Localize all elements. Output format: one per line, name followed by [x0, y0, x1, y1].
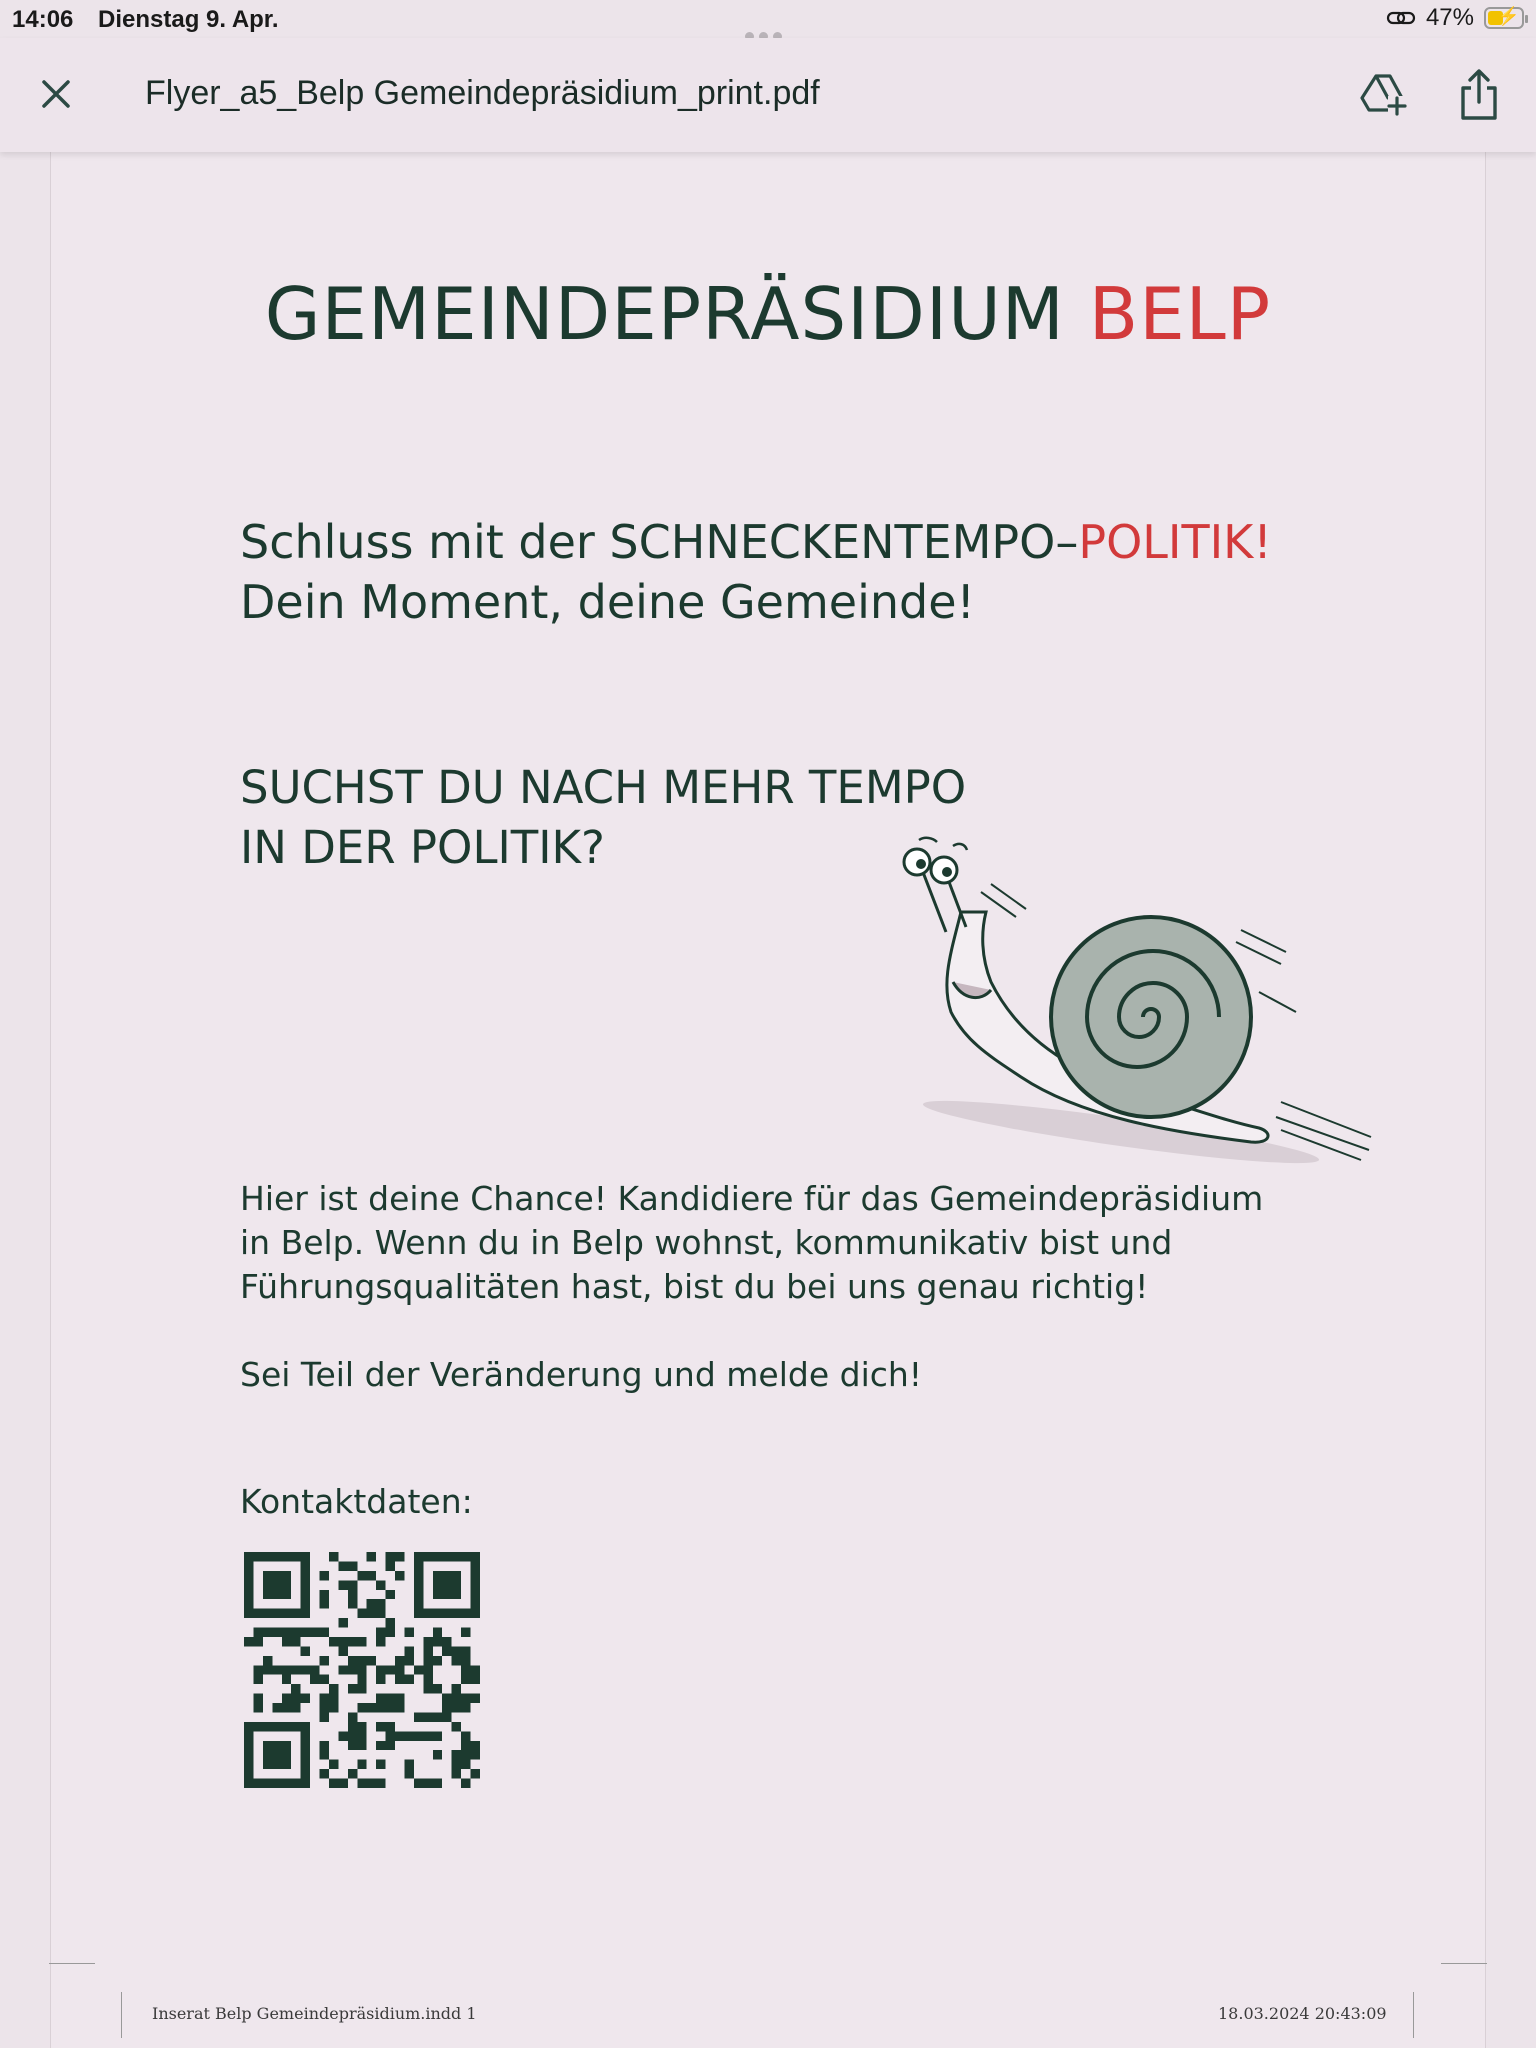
charging-bolt-icon: ⚡ [1497, 6, 1520, 26]
flyer-heading [51, 272, 1485, 356]
status-time: 14:06 [12, 6, 74, 33]
body-line2: in Belp. Wenn du in Belp wohnst, kommunikativ bist und [240, 1223, 1173, 1262]
snail-illustration [841, 832, 1381, 1172]
question-line2: IN DER POLITIK? [240, 821, 605, 874]
multitasking-dots-icon[interactable] [745, 20, 789, 30]
question-line1: SUCHST DU NACH MEHR TEMPO [240, 761, 967, 814]
pdf-page[interactable] [50, 152, 1486, 2048]
slug-timestamp: 18.03.2024 20:43:09 [1218, 2004, 1387, 2023]
tagline-line1: Schluss mit der SCHNECKENTEMPO– [240, 515, 1079, 569]
link-icon [1386, 7, 1416, 29]
close-icon[interactable] [36, 74, 76, 114]
body-line3: Führungsqualitäten hast, bist du bei uns genau richtig! [240, 1267, 1149, 1306]
qr-code-icon[interactable] [244, 1552, 480, 1788]
call-to-action: Sei Teil der Veränderung und melde dich! [240, 1355, 923, 1394]
slug-divider-right [1413, 1992, 1414, 2038]
share-icon[interactable] [1457, 68, 1501, 122]
tagline [240, 512, 1272, 632]
slug-filename: Inserat Belp Gemeindepräsidium.indd 1 [152, 2004, 477, 2023]
contact-label: Kontaktdaten: [240, 1482, 473, 1521]
battery-percent: 47% [1425, 4, 1474, 31]
crop-mark-left [49, 1963, 95, 1964]
status-date: Dienstag 9. Apr. [98, 6, 279, 33]
status-bar [0, 0, 1536, 38]
tagline-line2: Dein Moment, deine Gemeinde! [240, 575, 975, 629]
heading-accent: BELP [1088, 272, 1272, 356]
body-paragraph [240, 1177, 1340, 1309]
status-indicators [1386, 4, 1524, 32]
drive-add-icon[interactable] [1358, 70, 1408, 120]
battery-icon [1484, 7, 1524, 29]
crop-mark-right [1441, 1963, 1487, 1964]
body-line1: Hier ist deine Chance! Kandidiere für das Gemeindepräsidium [240, 1179, 1264, 1218]
viewer-toolbar [0, 38, 1536, 152]
tagline-accent: POLITIK! [1078, 515, 1272, 569]
slug-divider-left [121, 1992, 122, 2038]
heading-main: GEMEINDEPRÄSIDIUM [264, 272, 1065, 356]
document-title: Flyer_a5_Belp Gemeindepräsidium_print.pdf [145, 74, 820, 112]
